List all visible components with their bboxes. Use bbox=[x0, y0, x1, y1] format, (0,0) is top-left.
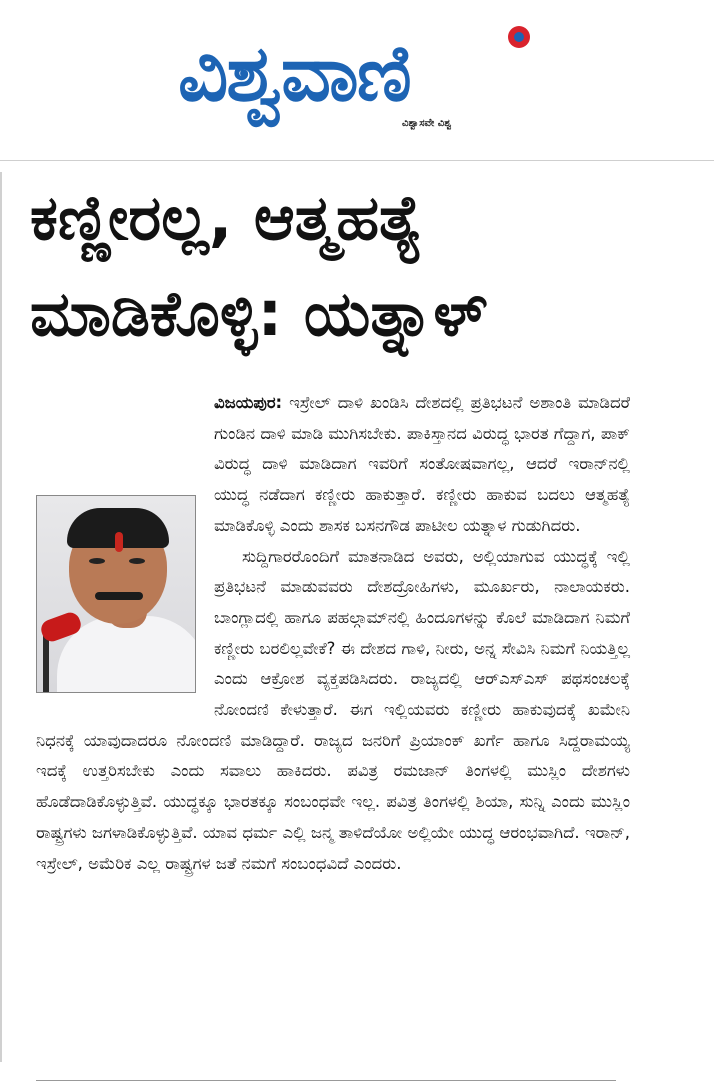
article-paragraph-1: ಇಸ್ರೇಲ್ ದಾಳಿ ಖಂಡಿಸಿ ದೇಶದಲ್ಲಿ ಪ್ರತಿಭಟನೆ ಅಶಾಂತಿ ಮಾಡಿದರೆ ಗುಂಡಿನ ದಾಳಿ ಮಾಡಿ ಮುಗಿಸಬೇಕು. ಪಾಕಿಸ್ತಾನದ ವಿರುದ್ಧ ಭಾರತ ಗೆದ್ದಾಗ, ಪಾಕ್ ವಿರುದ್ಧ ದಾಳಿ ಮಾಡಿದಾಗ ಇವರಿಗೆ ಸಂತೋಷವಾಗಲ್ಲ, ಆದರೆ ಇರಾನ್‌ನಲ್ಲಿ ಯುದ್ಧ ನಡೆದಾಗ ಕಣ್ಣೀರು ಹಾಕುತ್ತಾರೆ. ಕಣ್ಣೀರು ಹಾಕುವ ಬದಲು ಆತ್ಮಹತ್ಯೆ ಮಾಡಿಕೊಳ್ಳಿ ಎಂದು ಶಾಸಕ ಬಸನಗೌಡ ಪಾಟೀಲ ಯತ್ನಾಳ ಗುಡುಗಿದರು. bbox=[214, 393, 630, 535]
bottom-divider bbox=[36, 1080, 616, 1081]
logo-tagline: ವಿಶ್ವಾಸವೇ ವಿಶ್ವ bbox=[402, 118, 452, 129]
article-dateline: ವಿಜಯಪುರ: bbox=[214, 393, 283, 412]
article-body bbox=[36, 388, 630, 879]
article-headline: ಕಣ್ಣೀರಲ್ಲ, ಆತ್ಮಹತ್ಯೆ ಮಾಡಿಕೊಳ್ಳಿ: ಯತ್ನಾಳ್ bbox=[30, 181, 488, 350]
logo-dot-icon bbox=[508, 26, 530, 48]
column-divider bbox=[0, 172, 2, 1062]
person-photo bbox=[36, 495, 196, 693]
logo-wordmark: ವಿಶ್ವವಾಣಿ bbox=[178, 29, 410, 119]
masthead bbox=[0, 0, 714, 161]
newspaper-logo bbox=[178, 26, 548, 134]
article-paragraph-2: ಸುದ್ದಿಗಾರರೊಂದಿಗೆ ಮಾತನಾಡಿದ ಅವರು, ಅಲ್ಲಿಯಾಗುವ ಯುದ್ಧಕ್ಕೆ ಇಲ್ಲಿ ಪ್ರತಿಭಟನೆ ಮಾಡುವವರು ದೇಶದ್ರೋಹಿಗಳು, ಮೂರ್ಖರು, ನಾಲಾಯಕರು. ಬಾಂಗ್ಲಾದಲ್ಲಿ ಹಾಗೂ ಪಹಲ್ಗಾಮ್‌ನಲ್ಲಿ ಹಿಂದೂಗಳನ್ನು ಕೊಲೆ ಮಾಡಿದಾಗ ನಿಮಗೆ ಕಣ್ಣೀರು ಬರಲಿಲ್ಲವೇಕೆ? ಈ ದೇಶದ ಗಾಳಿ, ನೀರು, ಅನ್ನ ಸೇವಿಸಿ ನಿಮಗೆ ನಿಯತ್ತಿಲ್ಲ ಎಂದು ಆಕ್ರೋಶ ವ್ಯಕ್ತಪಡಿಸಿದರು. ರಾಜ್ಯದಲ್ಲಿ ಆರ್‌ಎಸ್‌ಎಸ್ ಪಥಸಂಚಲಕ್ಕೆ ನೋಂದಣಿ ಕೇಳುತ್ತಾರೆ. ಈಗ ಇಲ್ಲಿಯವರು ಕಣ್ಣೀರು ಹಾಕುವುದಕ್ಕೆ ಖಮೇನಿ ನಿಧನಕ್ಕೆ ಯಾವುದಾದರೂ ನೋಂದಣಿ ಮಾಡಿದ್ದಾರೆ. ರಾಜ್ಯದ ಜನರಿಗೆ ಪ್ರಿಯಾಂಕ್ ಖರ್ಗೆ ಹಾಗೂ ಸಿದ್ದರಾಮಯ್ಯ ಇದಕ್ಕೆ ಉತ್ತರಿಸಬೇಕು ಎಂದು ಸವಾಲು ಹಾಕಿದರು. ಪವಿತ್ರ ರಮಜಾನ್ ತಿಂಗಳಲ್ಲಿ ಮುಸ್ಲಿಂ ದೇಶಗಳು ಹೊಡೆದಾಡಿಕೊಳ್ಳುತ್ತಿವೆ. ಯುದ್ಧಕ್ಕೂ ಭಾರತಕ್ಕೂ ಸಂಬಂಧವೇ ಇಲ್ಲ. ಪವಿತ್ರ ತಿಂಗಳಲ್ಲಿ ಶಿಯಾ, ಸುನ್ನಿ ಎಂದು ಮುಸ್ಲಿಂ ರಾಷ್ಟ್ರಗಳು ಜಗಳಾಡಿಕೊಳ್ಳುತ್ತಿವೆ. ಯಾವ ಧರ್ಮ ಎಲ್ಲಿ ಜನ್ಮ ತಾಳಿದೆಯೋ ಅಲ್ಲಿಯೇ ಯುದ್ಧ ಆರಂಭವಾಗಿದೆ. ಇರಾನ್, ಇಸ್ರೇಲ್, ಅಮೆರಿಕ ಎಲ್ಲ ರಾಷ್ಟ್ರಗಳ ಜತೆ ನಮಗೆ ಸಂಬಂಧವಿದೆ ಎಂದರು. bbox=[36, 546, 630, 873]
